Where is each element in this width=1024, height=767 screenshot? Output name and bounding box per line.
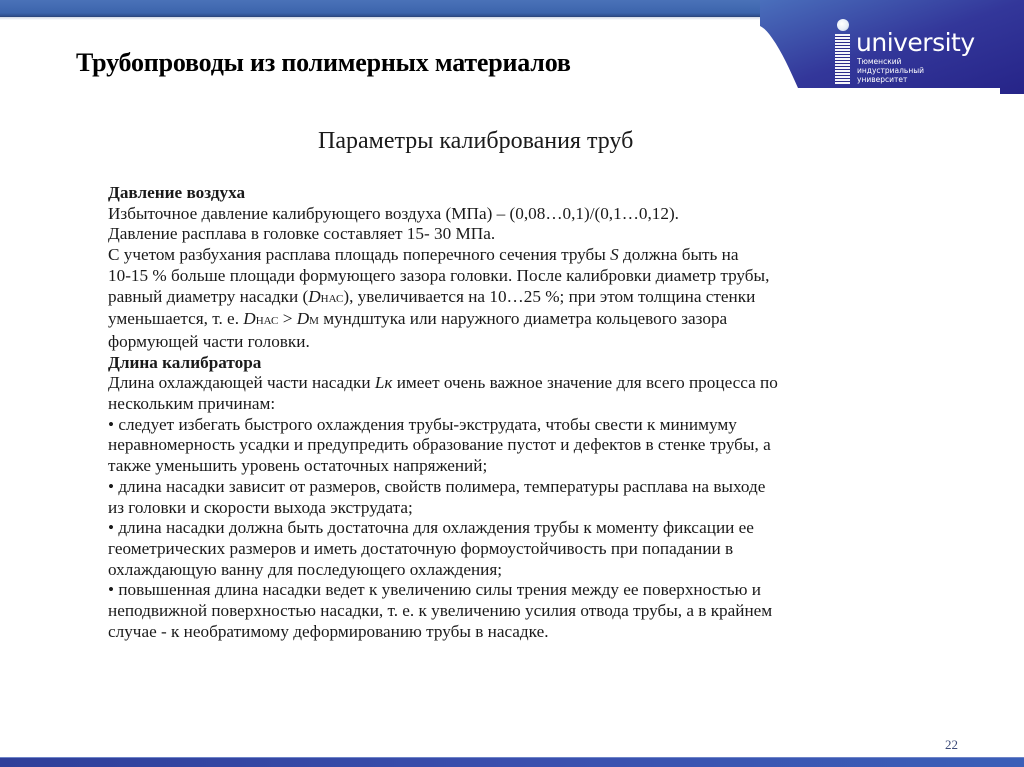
text-line: неподвижной поверхностью насадки, т. е. к увеличению усилия отвода трубы, а в крайнем xyxy=(108,601,773,621)
text-line: геометрических размеров и иметь достаточную формоустойчивость при попадании в xyxy=(108,538,734,558)
variable-lk: Lк xyxy=(374,373,393,393)
subscript-m: М xyxy=(309,315,319,328)
section-title: Параметры калибрования труб xyxy=(318,128,634,154)
page-number: 22 xyxy=(945,737,958,752)
variable-d: D xyxy=(308,286,321,306)
top-header-shadow xyxy=(0,17,780,20)
globe-icon xyxy=(837,19,849,31)
subscript-nas: НАС xyxy=(320,292,344,305)
text-line: случае - к необратимому деформированию трубы в насадке. xyxy=(108,621,549,641)
text-line: формующей части головки. xyxy=(108,331,310,351)
text-line: охлаждающую ванну для последующего охлаждения; xyxy=(108,559,503,579)
text-line: Длина охлаждающей части насадки Lк имеет очень важное значение для всего процесса по xyxy=(108,373,778,393)
text-line: Избыточное давление калибрующего воздуха (МПа) – (0,08…0,1)/(0,1…0,12). xyxy=(108,203,679,223)
bullet-item: • повышенная длина насадки ведет к увеличению силы трения между ее поверхностью и xyxy=(108,580,761,600)
variable-d: D xyxy=(296,309,310,329)
slide-body-text xyxy=(108,183,948,642)
bottom-footer-bar xyxy=(0,757,1024,767)
page-title: Трубопроводы из полимерных материалов xyxy=(76,48,571,77)
text-line: С учетом разбухания расплава площадь поперечного сечения трубы S должна быть на xyxy=(108,245,739,265)
text-line: неравномерность усадки и предупредить образование пустот и дефектов в стенке трубы, а xyxy=(108,435,771,455)
variable-s: S xyxy=(610,245,619,265)
bullet-item: • длина насадки должна быть достаточна для охлаждения трубы к моменту фиксации ее xyxy=(108,518,754,538)
bullet-item: • длина насадки зависит от размеров, свойств полимера, температуры расплава на выходе xyxy=(108,476,766,496)
text-line: из головки и скорости выхода экструдата; xyxy=(108,497,413,517)
subscript-nas: НАС xyxy=(255,315,279,328)
bullet-item: • следует избегать быстрого охлаждения трубы-экструдата, чтобы свести к минимуму xyxy=(108,414,737,434)
subheading-calibrator-length: Длина калибратора xyxy=(108,352,262,372)
university-logo-icon xyxy=(835,34,850,84)
text-line: уменьшается, т. е. DНАС > DМ мундштука или наружного диаметра кольцевого зазора xyxy=(108,309,728,329)
text-line: Давление расплава в головке составляет 15- 30 МПа. xyxy=(108,224,496,244)
text-line: 10-15 % больше площади формующего зазора головки. После калибровки диаметр трубы, xyxy=(108,265,770,285)
variable-d: D xyxy=(243,309,256,329)
text-line: нескольким причинам: xyxy=(108,394,276,414)
text-line: равный диаметру насадки (DНАС), увеличивается на 10…25 %; при этом толщина стенки xyxy=(108,286,756,306)
logo-wordmark: university xyxy=(856,28,975,57)
text-line: также уменьшить уровень остаточных напряжений; xyxy=(108,456,488,476)
subheading-air-pressure: Давление воздуха xyxy=(108,183,246,202)
logo-subtitle: Тюменский индустриальный университет xyxy=(857,57,925,84)
